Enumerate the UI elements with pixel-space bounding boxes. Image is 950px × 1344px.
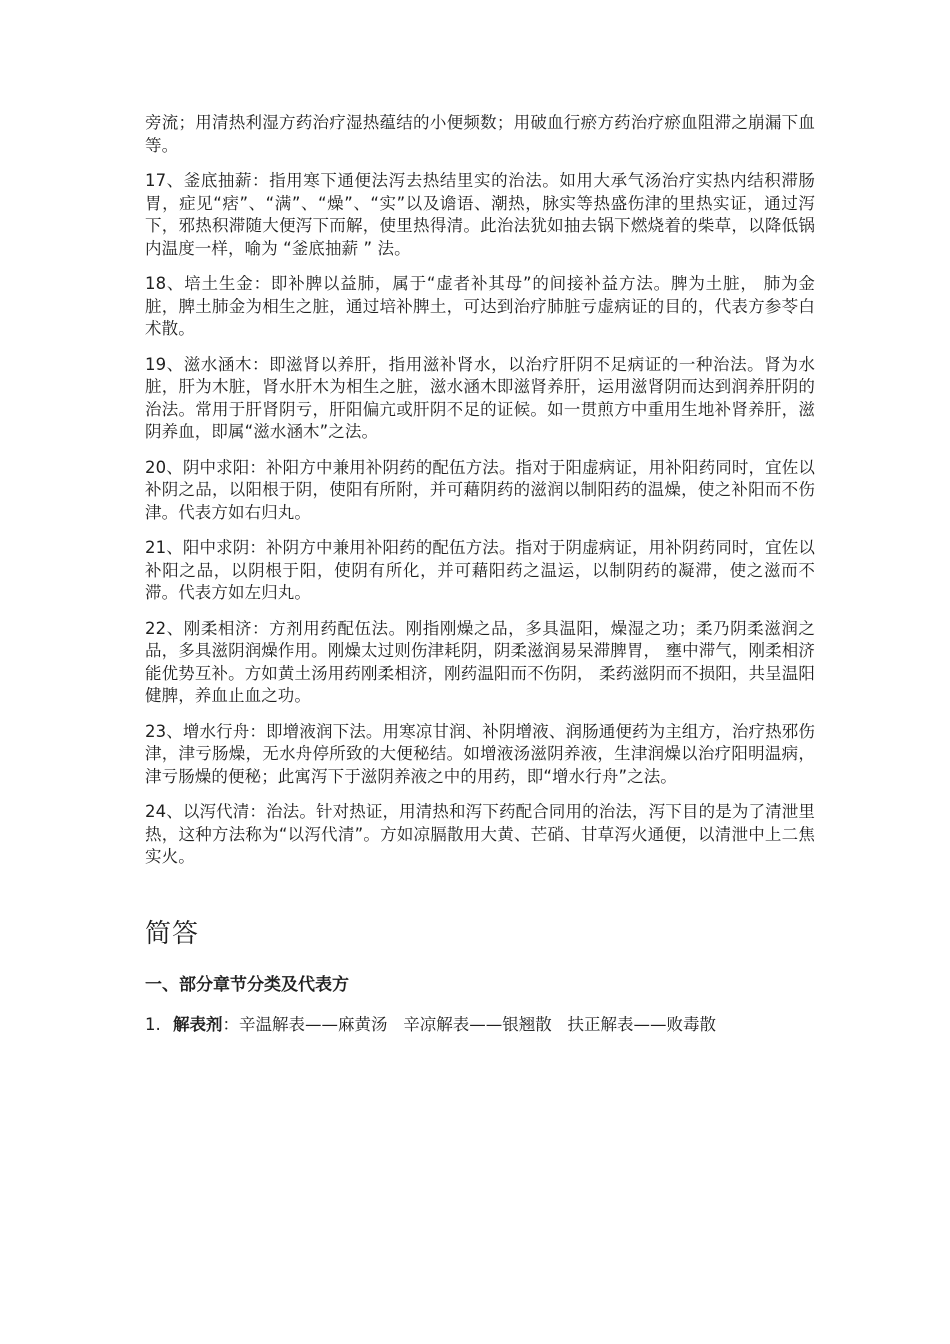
paragraph-19: 19、滋水涵木：即滋肾以养肝，指用滋补肾水，以治疗肝阴不足病证的一种治法。肾为水脏，肝为木脏，肾水肝木为相生之脏，滋水涵木即滋肾养肝，运用滋肾阴而达到润养肝阴的治法。常用于肝肾阴亏，肝阳偏亢或肝阴不足的证候。如一贯煎方中重用生地补肾养肝，滋阴养血，即属“滋水涵木”之法。 <box>145 354 815 441</box>
paragraph-22: 22、刚柔相济：方剂用药配伍法。刚指刚燥之品，多具温阳，燥湿之功；柔乃阴柔滋润之品，多具滋阴润燥作用。刚燥太过则伤津耗阴，阴柔滋润易呆滞脾胃， 壅中滞气，刚柔相济能优势互补。方如黄土汤用药刚柔相济，刚药温阳而不伤阴， 柔药滋阴而不损阳，共呈温阳健脾，养血止血之功。 <box>145 618 815 705</box>
list-heading: 解表剂 <box>173 1014 223 1034</box>
list-number: 1. <box>145 1014 161 1034</box>
document-page <box>145 112 815 1037</box>
list-item <box>145 1013 815 1037</box>
paragraph-17: 17、釜底抽薪：指用寒下通便法泻去热结里实的治法。如用大承气汤治疗实热内结积滞肠胃，症见“痞”、“满”、“燥”、“实”以及谵语、潮热，脉实等热盛伤津的里热实证，通过泻下，邪热积滞随大便泻下而解，使里热得清。此治法犹如抽去锅下燃烧着的柴草，以降低锅内温度一样，喻为 “釜底抽薪 ” 法。 <box>145 171 815 258</box>
paragraph-23: 23、增水行舟：即增液润下法。用寒凉甘润、补阴增液、润肠通便药为主组方，治疗热邪伤津，津亏肠燥，无水舟停所致的大便秘结。如增液汤滋阴养液，生津润燥以治疗阳明温病，津亏肠燥的便秘；此寓泻下于滋阴养液之中的用药，即“增水行舟”之法。 <box>145 721 815 786</box>
section-title: 简答 <box>145 918 200 949</box>
paragraph-18: 18、培土生金：即补脾以益肺，属于“虚者补其母”的间接补益方法。脾为土脏， 肺为金脏，脾土肺金为相生之脏，通过培补脾土，可达到治疗肺脏亏虚病证的目的，代表方参苓白术散。 <box>145 274 815 338</box>
paragraph-24: 24、以泻代清：治法。针对热证，用清热和泻下药配合同用的治法，泻下目的是为了清泄里热，这种方法称为“以泻代清”。方如凉膈散用大黄、芒硝、甘草泻火通便，以清泄中上二焦实火。 <box>145 802 815 866</box>
list-content: 辛温解表——麻黄汤 辛凉解表——银翘散 扶正解表——败毒散 <box>239 1014 716 1034</box>
paragraph-21: 21、阳中求阴：补阴方中兼用补阳药的配伍方法。指对于阴虚病证，用补阴药同时，宜佐以补阳之品，以阴根于阳，使阴有所化，并可藉阳药之温运，以制阴药的凝滞，使之滋而不滞。代表方如左归丸。 <box>145 538 815 602</box>
list-colon: ： <box>222 1014 239 1034</box>
paragraph-20: 20、阴中求阳：补阳方中兼用补阴药的配伍方法。指对于阳虚病证，用补阳药同时，宜佐以补阴之品，以阳根于阴，使阳有所附，并可藉阴药的滋润以制阳药的温燥，使之补阳而不伤津。代表方如右归丸。 <box>145 457 815 522</box>
paragraph-16-continuation: 旁流；用清热利湿方药治疗湿热蕴结的小便频数；用破血行瘀方药治疗瘀血阻滞之崩漏下血等。 <box>145 113 815 155</box>
subsection-title: 一、部分章节分类及代表方 <box>145 974 349 995</box>
